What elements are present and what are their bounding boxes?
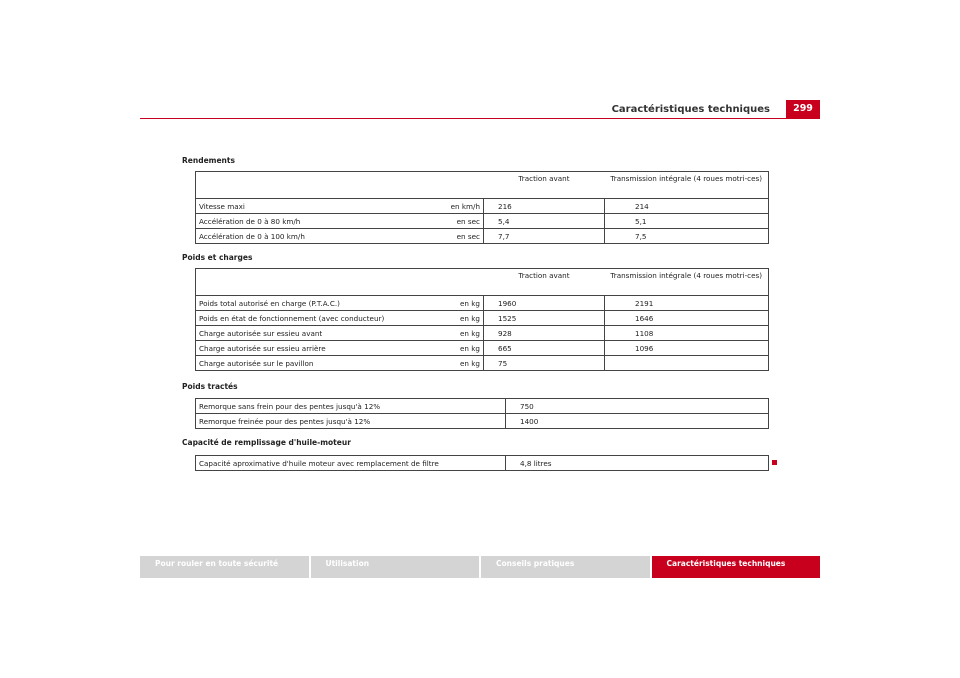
table-poids [195,268,769,371]
col-header-integrale: Transmission intégrale (4 roues motri-ces) [605,172,769,199]
value-integrale: 5,1 [605,214,769,229]
row-unit: en kg [460,358,480,368]
row-label: Vitesse maxi [199,201,245,211]
row-label-cell [196,356,484,371]
table-header-row [196,172,769,199]
row-label: Remorque freinée pour des pentes jusqu'à 12% [196,414,506,429]
row-unit: en kg [460,328,480,338]
table-row [196,199,769,214]
table-row [196,296,769,311]
page-header-title: Caractéristiques techniques [611,104,770,115]
row-label: Poids en état de fonctionnement (avec conducteur) [199,313,385,323]
row-unit: en sec [456,216,480,226]
value-integrale: 1096 [605,341,769,356]
table-header-row [196,269,769,296]
table-row [196,214,769,229]
row-unit: en kg [460,313,480,323]
table-row [196,229,769,244]
table-row [196,326,769,341]
end-of-section-marker [772,460,777,465]
value-traction-avant: 928 [484,326,605,341]
value-traction-avant: 1525 [484,311,605,326]
table-row [196,414,769,429]
table-row [196,311,769,326]
table-row [196,456,769,471]
row-label-cell [196,214,484,229]
col-header-traction: Traction avant [484,172,605,199]
row-unit: en sec [456,231,480,241]
table-huile [195,455,769,471]
row-value: 4,8 litres [506,456,769,471]
row-label-cell [196,341,484,356]
value-traction-avant: 665 [484,341,605,356]
table-tractes [195,398,769,429]
row-label-cell [196,311,484,326]
col-header-integrale: Transmission intégrale (4 roues motri-ces) [605,269,769,296]
value-integrale: 2191 [605,296,769,311]
row-label-cell [196,229,484,244]
table-row [196,341,769,356]
table-rendements [195,171,769,244]
footer-tab-conseils[interactable]: Conseils pratiques [481,556,650,578]
row-label: Charge autorisée sur le pavillon [199,358,314,368]
value-integrale: 7,5 [605,229,769,244]
value-integrale: 1108 [605,326,769,341]
page-number: 299 [786,100,820,118]
footer-tab-securite[interactable]: Pour rouler en toute sécurité [140,556,309,578]
row-label-cell [196,199,484,214]
value-traction-avant: 1960 [484,296,605,311]
value-integrale [605,356,769,371]
section-title-huile: Capacité de remplissage d'huile-moteur [182,438,351,447]
row-unit: en kg [460,298,480,308]
row-label-cell [196,326,484,341]
row-label: Poids total autorisé en charge (P.T.A.C.) [199,298,340,308]
col-header-traction: Traction avant [484,269,605,296]
row-label: Capacité aproximative d'huile moteur avec remplacement de filtre [196,456,506,471]
value-integrale: 1646 [605,311,769,326]
section-title-rendements: Rendements [182,156,235,165]
row-label: Accélération de 0 à 100 km/h [199,231,305,241]
value-traction-avant: 5,4 [484,214,605,229]
value-traction-avant: 75 [484,356,605,371]
value-traction-avant: 7,7 [484,229,605,244]
value-traction-avant: 216 [484,199,605,214]
header-rule [140,118,820,119]
section-title-tractes: Poids tractés [182,382,238,391]
footer-nav [140,556,820,578]
row-unit: en kg [460,343,480,353]
row-value: 750 [506,399,769,414]
value-integrale: 214 [605,199,769,214]
row-label: Charge autorisée sur essieu avant [199,328,323,338]
footer-tab-caracteristiques[interactable]: Caractéristiques techniques [652,556,821,578]
footer-tab-utilisation[interactable]: Utilisation [311,556,480,578]
row-label: Charge autorisée sur essieu arrière [199,343,326,353]
row-label-cell [196,296,484,311]
section-title-poids: Poids et charges [182,253,253,262]
table-row [196,399,769,414]
table-row [196,356,769,371]
row-unit: en km/h [450,201,480,211]
row-label: Remorque sans frein pour des pentes jusqu'à 12% [196,399,506,414]
row-label: Accélération de 0 à 80 km/h [199,216,301,226]
row-value: 1400 [506,414,769,429]
